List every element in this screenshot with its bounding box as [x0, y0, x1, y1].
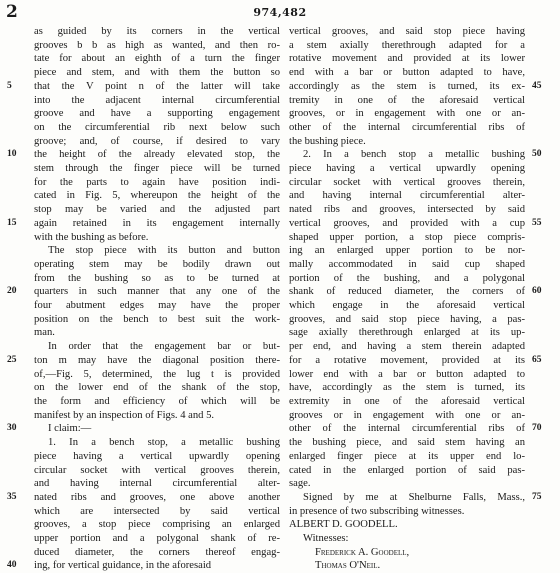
line-number: 70	[532, 423, 542, 434]
line-number: 25	[7, 354, 17, 365]
text-line: In order that the engagement bar or but-	[48, 341, 280, 353]
text-line: man.	[34, 327, 55, 339]
text-line: nated ribs and grooves, intersected by said	[289, 204, 525, 216]
text-line: quarters in such manner that any one of the	[34, 286, 280, 298]
text-line: on the circumferential rib next below such	[34, 121, 280, 133]
text-line: piece having a vertical upwardly opening	[289, 163, 525, 175]
text-line: that the V point n of the latter will take	[34, 80, 280, 92]
text-line: grooves or in engagement with one or an-	[289, 409, 525, 421]
text-line: grooves b b as high as wanted, and then ro-	[34, 39, 280, 51]
line-number: 40	[7, 560, 17, 571]
text-line: and having internal circumferential alter-	[34, 478, 280, 490]
text-line: Thomas O'Neil.	[315, 560, 381, 572]
text-line: for the parts to again have position indi-	[34, 176, 280, 188]
text-line: Frederick A. Goodell,	[315, 546, 410, 558]
text-line: The stop piece with its button and button	[48, 245, 280, 257]
text-line: in presence of two subscribing witnesses.	[289, 505, 465, 517]
text-line: end with a bar or button adapted to have,	[289, 67, 525, 79]
text-line: ing an enlarged upper portion to be nor-	[289, 245, 525, 257]
text-line: groove; and, of course, if desired to vary	[34, 135, 280, 147]
text-line: and having internal circumferential alter-	[289, 190, 525, 202]
text-line: extremity in one of the aforesaid vertical	[289, 395, 525, 407]
text-line: rotative movement and provided at its lower	[289, 53, 525, 65]
text-line: piece having a vertical upwardly opening	[34, 450, 280, 462]
text-line: vertical grooves, and provided with a cup	[289, 217, 525, 229]
text-line: a stem axially therethrough adapted for a	[289, 39, 525, 51]
text-line: mally accommodated in said cup shaped	[289, 258, 525, 270]
text-line: 1. In a bench stop, a metallic bushing	[48, 437, 280, 449]
text-line: cated in Fig. 5, whereupon the height of the	[34, 190, 280, 202]
text-line: grooves, and said stop piece having, a pas-	[289, 313, 525, 325]
line-number: 15	[7, 217, 17, 228]
text-line: upper portion and a polygonal shank of re-	[34, 533, 280, 545]
text-line: position on the bench to best suit the work-	[34, 313, 280, 325]
text-line: four abutment edges may have the proper	[34, 300, 280, 312]
text-line: cated in the enlarged portion of said pas-	[289, 464, 525, 476]
text-line: on the lower end of the shank of the stop,	[34, 382, 280, 394]
text-line: operating stem may be bodily drawn out	[34, 258, 280, 270]
text-line: 2. In a bench stop a metallic bushing	[303, 149, 525, 161]
text-line: from the bushing so as to be turned at	[34, 272, 280, 284]
left-column	[34, 25, 280, 573]
patent-number: 974,482	[253, 6, 307, 19]
text-line: with the bushing as before.	[34, 231, 149, 243]
line-number: 75	[532, 491, 542, 502]
line-number: 55	[532, 217, 542, 228]
line-number: 20	[7, 286, 17, 297]
text-line: enlarged finger piece at its upper end lo-	[289, 450, 525, 462]
text-line: which engage in the aforesaid vertical	[289, 300, 525, 312]
text-line: Signed by me at Shelburne Falls, Mass.,	[303, 491, 525, 503]
text-line: lower end with a bar or button adapted to	[289, 368, 525, 380]
line-number: 65	[532, 354, 542, 365]
line-number: 60	[532, 286, 542, 297]
text-line: piece and stem, and with them the button so	[34, 67, 280, 79]
text-line: the form and efficiency of which will be	[34, 395, 280, 407]
line-number: 50	[532, 149, 542, 160]
line-number: 30	[7, 423, 17, 434]
text-line: per end, and having a stem therein adapted	[289, 341, 525, 353]
text-line: again retained in its engagement internally	[34, 217, 280, 229]
text-line: grooves, a stop piece comprising an enlarged	[34, 519, 280, 531]
text-line: ton m may have the diagonal position there-	[34, 354, 280, 366]
text-line: stop may be varied and the adjusted part	[34, 204, 280, 216]
text-line: ing, for vertical guidance, in the aforesaid	[34, 560, 212, 572]
text-line: accordingly as the stem is turned, its ex-	[289, 80, 525, 92]
text-line: of,—Fig. 5, determined, the lug t is provided	[34, 368, 280, 380]
line-number: 10	[7, 149, 17, 160]
text-line: circular socket with vertical grooves therein,	[289, 176, 525, 188]
text-line: duced diameter, the corners thereof engag-	[34, 546, 280, 558]
line-number: 5	[7, 80, 12, 91]
text-line: which are intersected by said vertical	[34, 505, 280, 517]
text-line: sage.	[289, 478, 311, 490]
text-line: vertical grooves, and said stop piece having	[289, 26, 525, 37]
text-line: ALBERT D. GOODELL.	[289, 519, 398, 531]
right-column	[289, 25, 525, 573]
text-line: as guided by its corners in the vertical	[34, 26, 280, 37]
text-line: the height of the already elevated stop, the	[34, 149, 280, 161]
text-line: for a rotative movement, provided at its	[289, 354, 525, 366]
text-line: shaped upper portion, a stop piece compris-	[289, 231, 525, 243]
line-number: 45	[532, 80, 542, 91]
text-line: shank of reduced diameter, the corners of	[289, 286, 525, 298]
text-line: groove and have a supporting engagement	[34, 108, 280, 120]
text-line: stem through the finger piece will be turned	[34, 163, 280, 175]
text-line: have, accordingly as the stem is turned, its	[289, 382, 525, 394]
text-line: sage axially therethrough enlarged at its up-	[289, 327, 525, 339]
text-line: Witnesses:	[303, 533, 349, 545]
line-number: 35	[7, 491, 17, 502]
text-line: the bushing piece.	[289, 135, 366, 147]
text-line: circular socket with vertical grooves therein,	[34, 464, 280, 476]
text-line: into the adjacent internal circumferential	[34, 94, 280, 106]
text-line: tate for about an eighth of a turn the finger	[34, 53, 280, 65]
page-number: 2	[6, 2, 18, 22]
text-line: nated ribs and grooves, one above another	[34, 491, 280, 503]
text-line: other of the internal circumferential ribs of	[289, 121, 525, 133]
text-line: the bushing piece, and said stem having an	[289, 437, 525, 449]
text-line: other of the internal circumferential ribs of	[289, 423, 525, 435]
text-line: portion of the bushing, and a polygonal	[289, 272, 525, 284]
text-line: I claim:—	[48, 423, 92, 435]
text-line: tremity in one of the aforesaid vertical	[289, 94, 525, 106]
text-line: grooves, or in engagement with one or an-	[289, 108, 525, 120]
text-line: manifest by an inspection of Figs. 4 and 5.	[34, 409, 215, 421]
